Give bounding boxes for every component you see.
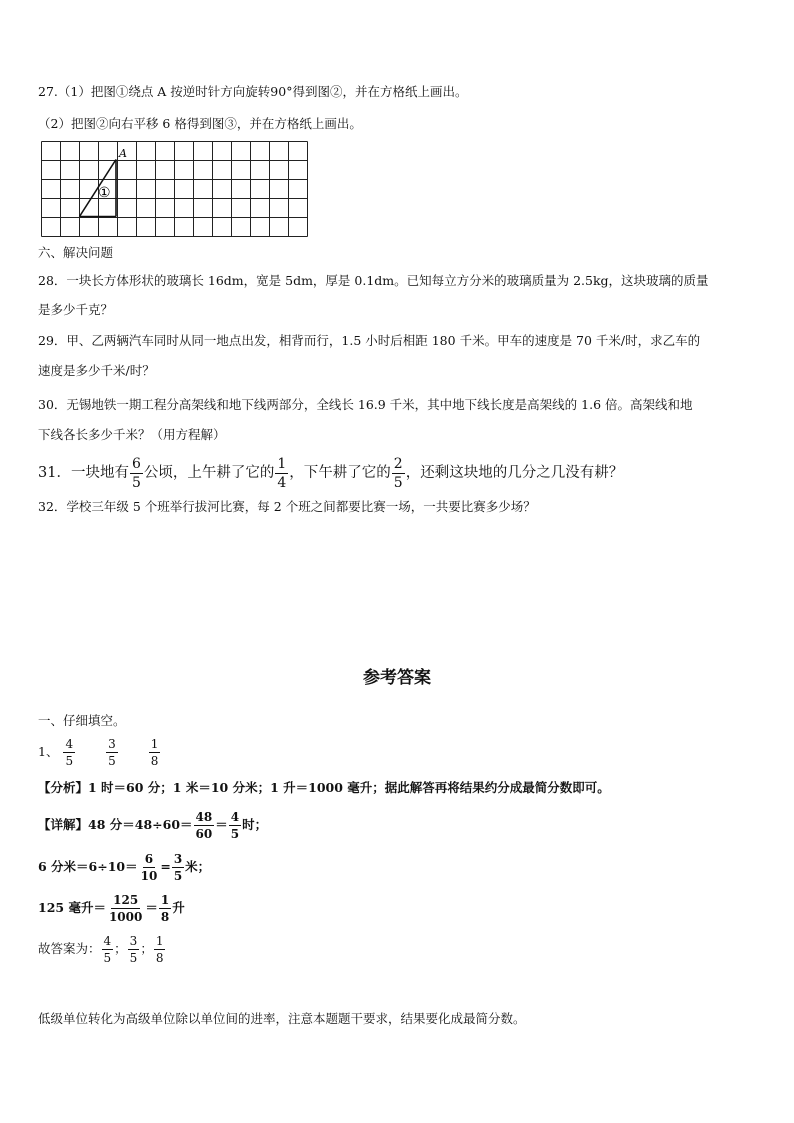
q31-text-3: ，下午耕了它的 — [289, 465, 391, 481]
q30-line1: 30．无锡地铁一期工程分高架线和地下线两部分，全线长 16.9 千米，其中地下线长度是高架线的 1.6 倍。高架线和地 — [38, 397, 693, 412]
line3-fraction-1 — [107, 893, 144, 924]
numerator: 4 — [65, 737, 74, 751]
answer-1 — [38, 733, 161, 771]
final-separator: ； — [140, 941, 153, 956]
line3-prefix: 125 毫升＝ — [38, 900, 106, 915]
q31-fraction-1 — [130, 456, 143, 491]
q31-fraction-2 — [275, 456, 288, 491]
detail-equals: ＝ — [215, 817, 228, 832]
line2-fraction-2 — [172, 852, 184, 883]
shape-1-label: ① — [98, 185, 111, 201]
denominator: 5 — [230, 827, 240, 841]
numerator: 1 — [277, 455, 287, 472]
numerator: 3 — [173, 852, 183, 866]
denominator: 5 — [393, 474, 403, 491]
final-separator: ； — [114, 941, 127, 956]
numerator: 125 — [113, 893, 139, 907]
answer-1-fraction-1 — [63, 737, 75, 768]
denominator: 5 — [65, 754, 74, 768]
q28-line2: 是多少千克？ — [38, 302, 114, 317]
line3-fraction-2 — [159, 893, 171, 924]
line3-suffix: 升 — [172, 900, 185, 915]
numerator: 4 — [103, 934, 112, 948]
denominator: 5 — [129, 951, 138, 965]
line3-equals: ＝ — [145, 900, 158, 915]
line2-fraction-1 — [139, 852, 160, 883]
q27-line1: 27.（1）把图①绕点 A 按逆时针方向旋转90°得到图②，并在方格纸上画出。 — [38, 84, 468, 99]
denominator: 8 — [150, 754, 159, 768]
answer-1-fraction-2 — [106, 737, 118, 768]
q29-line2: 速度是多少千米/时？ — [38, 363, 155, 378]
q27-line2: （2）把图②向右平移 6 格得到图③，并在方格纸上画出。 — [38, 116, 362, 131]
section-6-heading: 六、解决问题 — [38, 245, 114, 260]
summary: 低级单位转化为高级单位除以单位间的进率，注意本题题干要求，结果要化成最简分数。 — [38, 1011, 526, 1026]
denominator: 8 — [160, 910, 170, 924]
final-fraction-3 — [154, 934, 166, 965]
answer-1-fraction-3 — [149, 737, 161, 768]
final-prefix: 故答案为： — [38, 941, 101, 956]
denominator: 5 — [108, 754, 116, 768]
line2-prefix: 6 分米＝6÷10＝ — [38, 859, 138, 874]
numerator: 1 — [160, 893, 170, 907]
detail-fraction-2 — [229, 810, 241, 841]
answers-section-1: 一、仔细填空。 — [38, 713, 126, 728]
detail-line-1 — [38, 805, 267, 845]
detail-line-3 — [38, 889, 185, 927]
denominator: 4 — [277, 474, 287, 491]
q31-text-1: 31．一块地有 — [38, 465, 129, 481]
q31-text-4: ，还剩这块地的几分之几没有耕？ — [405, 465, 624, 481]
q32: 32．学校三年级 5 个班举行拔河比赛，每 2 个班之间都要比赛一场，一共要比赛多少场？ — [38, 499, 536, 514]
numerator: 6 — [131, 455, 141, 472]
q30-line2: 下线各长多少千米？（用方程解） — [38, 427, 226, 442]
denominator: 8 — [155, 951, 164, 965]
line2-equals: = — [160, 859, 171, 874]
denominator: 10 — [140, 869, 158, 883]
denominator: 5 — [131, 474, 141, 491]
denominator: 5 — [173, 869, 183, 883]
q31-fraction-3 — [392, 456, 405, 491]
numerator: 48 — [195, 810, 213, 824]
detail-fraction-1 — [194, 810, 215, 841]
q31-text-2: 公顷，上午耕了它的 — [143, 465, 275, 481]
denominator: 1000 — [108, 910, 143, 924]
numerator: 6 — [144, 852, 154, 866]
denominator: 5 — [103, 951, 112, 965]
denominator: 60 — [195, 827, 213, 841]
numerator: 1 — [150, 737, 159, 751]
numerator: 4 — [230, 810, 240, 824]
numerator: 1 — [155, 934, 164, 948]
final-fraction-1 — [102, 934, 114, 965]
grid-paper — [38, 140, 310, 238]
answers-title: 参考答案 — [363, 668, 431, 688]
answer-1-prefix: 1、 — [38, 744, 59, 759]
line2-suffix: 米； — [185, 859, 211, 874]
detail-line-2 — [38, 848, 210, 886]
numerator: 2 — [393, 455, 403, 472]
q29-line1: 29．甲、乙两辆汽车同时从同一地点出发，相背而行，1.5 小时后相距 180 千米。甲车的速度是 70 千米/时，求乙车的 — [38, 333, 701, 348]
detail-suffix: 时； — [242, 817, 268, 832]
numerator: 3 — [108, 737, 116, 751]
final-answer — [38, 930, 166, 968]
final-fraction-2 — [128, 934, 140, 965]
q28-line1: 28．一块长方体形状的玻璃长 16dm，宽是 5dm，厚是 0.1dm。已知每立方分米的玻璃质量为 2.5kg，这块玻璃的质量 — [38, 273, 709, 288]
q31 — [38, 454, 623, 492]
point-a-label: A — [119, 147, 127, 160]
analysis: 【分析】1 时＝60 分；1 米＝10 分米；1 升＝1000 毫升；据此解答再将结果约分成最简分数即可。 — [38, 780, 610, 795]
numerator: 3 — [129, 934, 138, 948]
detail-prefix: 【详解】48 分＝48÷60＝ — [38, 817, 193, 832]
